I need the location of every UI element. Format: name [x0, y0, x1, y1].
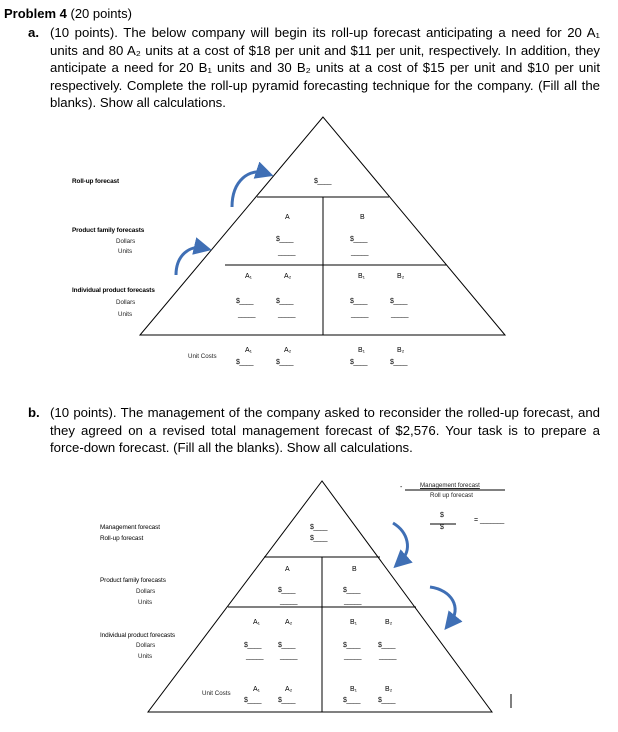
b-item-a2-units[interactable]: _____ — [280, 653, 297, 660]
a-item-a1-label: A₁ — [245, 273, 253, 280]
b-item-b1-label: B₁ — [350, 619, 358, 626]
b-item-b2-units[interactable]: _____ — [379, 653, 396, 660]
a-item-b2-units[interactable]: _____ — [391, 311, 408, 318]
family-units-label: Units — [118, 248, 133, 255]
b-rollup-blank[interactable]: $____ — [310, 535, 327, 542]
a-item-b1-units[interactable]: _____ — [351, 311, 368, 318]
ratio-equals: = — [474, 517, 479, 524]
a-cost-a1-label: A₁ — [245, 347, 253, 354]
a-family-a-label: A — [285, 214, 290, 221]
b-family-a-units[interactable]: _____ — [280, 598, 297, 605]
pyramid-b-arrow-mid — [430, 587, 455, 623]
b-item-a1-dollars[interactable]: $____ — [244, 642, 261, 649]
b-family-dollars-label: Dollars — [136, 588, 156, 595]
a-item-a2-label: A₂ — [284, 273, 292, 280]
a-cost-b1-label: B₁ — [358, 347, 366, 354]
b-item-a1-label: A₁ — [253, 619, 261, 626]
a-family-a-units[interactable]: _____ — [278, 249, 295, 256]
pyramid-b-arrow-top — [393, 523, 407, 562]
individual-units-label: Units — [118, 311, 133, 318]
part-b-text: (10 points). The management of the company asked to reconsider the rolled-up forecast, and they agreed on a revised total management forecast of $2,576. Your task is to prepare a force-down forecast. (Fill all the blanks). Show all calculations. — [50, 405, 600, 455]
part-b-label: b. — [28, 405, 40, 420]
a-item-b1-label: B₁ — [358, 273, 366, 280]
b-item-a1-units[interactable]: _____ — [246, 653, 263, 660]
a-item-b2-label: B₂ — [397, 273, 405, 280]
ratio-result-blank[interactable]: _______ — [480, 517, 504, 524]
b-cost-a2-blank[interactable]: $____ — [278, 697, 295, 704]
a-family-a-dollars[interactable]: $____ — [276, 236, 293, 243]
b-item-a2-dollars[interactable]: $____ — [278, 642, 295, 649]
part-a-label: a. — [28, 25, 39, 40]
family-forecast-label: Product family forecasts — [72, 227, 145, 234]
a-cost-a2-blank[interactable]: $____ — [276, 359, 293, 366]
a-item-a1-dollars[interactable]: $____ — [236, 298, 253, 305]
ratio-denominator: Roll up forecast — [430, 492, 473, 499]
problem-title: Problem 4 (20 points) — [4, 6, 132, 21]
pyramid-a-arrow-top — [232, 172, 265, 207]
individual-forecast-label: Individual product forecasts — [72, 287, 155, 294]
b-family-b-dollars[interactable]: $____ — [343, 587, 360, 594]
b-family-forecast-label: Product family forecasts — [100, 577, 166, 584]
a-cost-a1-blank[interactable]: $____ — [236, 359, 253, 366]
b-item-b2-label: B₂ — [385, 619, 393, 626]
ratio-numerator: Management forecast — [420, 482, 480, 489]
a-total-blank[interactable]: $____ — [314, 178, 331, 185]
rollup-forecast-label: Roll-up forecast — [72, 178, 120, 185]
b-family-b-units[interactable]: _____ — [344, 598, 361, 605]
b-cost-a1-blank[interactable]: $____ — [244, 697, 261, 704]
b-individual-forecast-label: Individual product forecasts — [100, 632, 175, 639]
a-family-b-label: B — [360, 214, 365, 221]
a-cost-b1-blank[interactable]: $____ — [350, 359, 367, 366]
a-item-a2-units[interactable]: _____ — [278, 311, 295, 318]
a-item-a1-units[interactable]: _____ — [238, 311, 255, 318]
a-family-b-dollars[interactable]: $____ — [350, 236, 367, 243]
b-mgmt-blank[interactable]: $____ — [310, 524, 327, 531]
a-cost-a2-label: A₂ — [284, 347, 292, 354]
b-family-units-label: Units — [138, 599, 153, 606]
a-cost-b2-blank[interactable]: $____ — [390, 359, 407, 366]
a-item-b1-dollars[interactable]: $____ — [350, 298, 367, 305]
b-item-b2-dollars[interactable]: $____ — [378, 642, 395, 649]
b-cost-b1-blank[interactable]: $____ — [343, 697, 360, 704]
a-cost-b2-label: B₂ — [397, 347, 405, 354]
part-a-text: (10 points). The below company will begin its roll-up forecast anticipating a need for 20 A₁ units and 80 A₂ units at a cost of $18 per unit and $11 per unit, respectively. In addition, they anticipate a need for 20 B₁ units and 30 B₂ units at a cost of $15 per unit and $10 per unit respectively. Complete the roll-up pyramid forecasting technique for the company. (Fill all the blanks). Show all calculations. — [50, 25, 600, 110]
pyramid-a-arrow-mid — [176, 247, 203, 275]
unit-costs-label: Unit Costs — [188, 353, 217, 360]
b-family-a-dollars[interactable]: $____ — [278, 587, 295, 594]
b-cost-b2-label: B₂ — [385, 686, 393, 693]
pyramid-a — [140, 117, 505, 335]
b-cost-a2-label: A₂ — [285, 686, 293, 693]
a-item-b2-dollars[interactable]: $____ — [390, 298, 407, 305]
b-individual-dollars-label: Dollars — [136, 642, 156, 649]
ratio-dollar-1[interactable]: $ — [440, 512, 444, 519]
b-unit-costs-label: Unit Costs — [202, 690, 231, 697]
individual-dollars-label: Dollars — [116, 299, 136, 306]
b-item-b1-units[interactable]: _____ — [344, 653, 361, 660]
ratio-dollar-2[interactable]: $ — [440, 524, 444, 531]
ratio-dash: - — [400, 484, 403, 491]
b-family-a-label: A — [285, 566, 290, 573]
family-dollars-label: Dollars — [116, 238, 136, 245]
b-item-b1-dollars[interactable]: $____ — [343, 642, 360, 649]
b-rollup-forecast-label: Roll-up forecast — [100, 535, 144, 542]
b-individual-units-label: Units — [138, 653, 153, 660]
b-cost-b2-blank[interactable]: $____ — [378, 697, 395, 704]
b-cost-a1-label: A₁ — [253, 686, 261, 693]
b-family-b-label: B — [352, 566, 357, 573]
management-forecast-label: Management forecast — [100, 524, 160, 531]
a-family-b-units[interactable]: _____ — [351, 249, 368, 256]
a-item-a2-dollars[interactable]: $____ — [276, 298, 293, 305]
b-item-a2-label: A₂ — [285, 619, 293, 626]
b-cost-b1-label: B₁ — [350, 686, 358, 693]
